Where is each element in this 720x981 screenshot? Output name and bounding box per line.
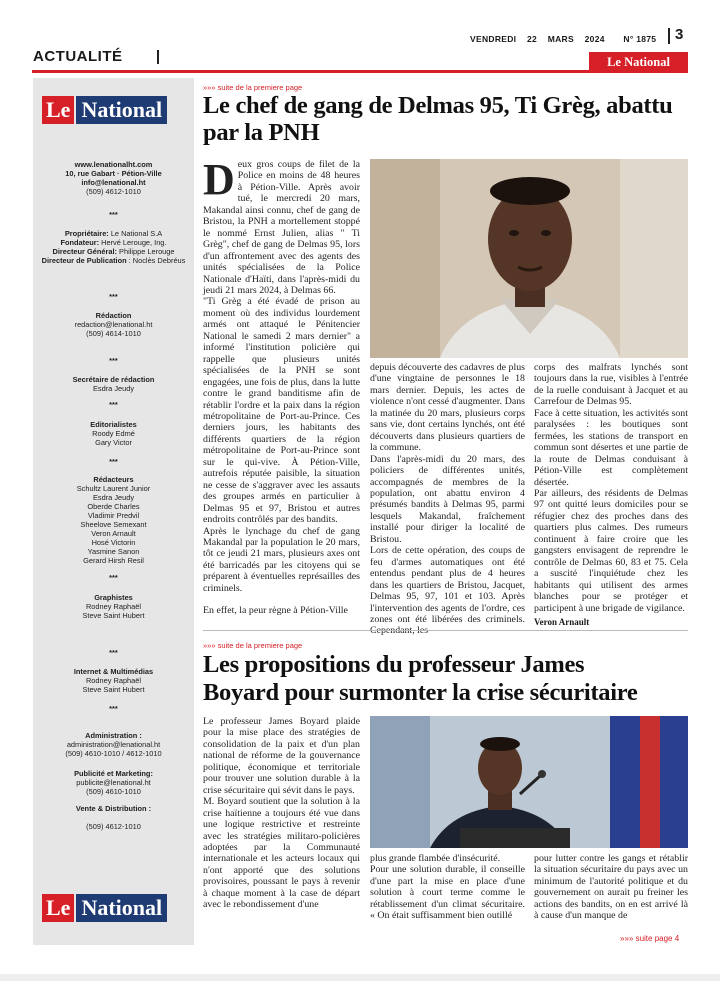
reporter: Esdra Jeudy	[92, 493, 135, 502]
separator-stars: ***	[109, 648, 118, 657]
owner: Le National S.A	[108, 229, 163, 238]
graphics-block	[33, 593, 194, 620]
logo-le: Le	[42, 894, 74, 922]
reporters-block	[33, 475, 194, 565]
reporter: Oberde Charles	[87, 502, 140, 511]
graphic-designer: Steve Saint Hubert	[82, 611, 145, 620]
reporters-label: Rédacteurs	[93, 475, 134, 484]
editorialists-label: Editorialistes	[90, 420, 137, 429]
page-number-divider	[668, 28, 670, 44]
article1-headline-line1: Le chef de gang de Delmas 95, Ti Grèg, abattu	[203, 92, 673, 119]
logo-national: National	[76, 96, 167, 124]
article-divider	[203, 630, 688, 631]
issue-month: MARS	[547, 34, 574, 44]
article2-column2	[370, 853, 525, 922]
page-footer-strip	[0, 974, 720, 981]
article1-headline-line2: par la PNH	[203, 119, 320, 146]
graphics-label: Graphistes	[94, 593, 133, 602]
reporter: Yasmine Sanon	[87, 547, 140, 556]
administration-block	[33, 731, 194, 758]
issue-day: VENDREDI	[470, 34, 517, 44]
article1-column1	[203, 155, 360, 617]
reporter: Veron Arnault	[91, 529, 136, 538]
article2-paragraph: Pour une solution durable, il conseille d'une part la mise en place d'une solution à court terme comme le rétablissement d'un climat sécuritaire. « On était suffisamment bien outillé	[370, 864, 525, 922]
issue-date	[470, 34, 664, 44]
article2-headline-line2: Boyard pour surmonter la crise sécuritaire	[203, 679, 638, 706]
reporter: Sheelove Semexant	[80, 520, 147, 529]
article1-paragraph: En effet, la peur règne à Pétion-Ville	[203, 605, 348, 617]
editorialists-block	[33, 420, 194, 447]
advertising-phone: (509) 4610-1010	[86, 787, 141, 796]
secretary-label: Secrétaire de rédaction	[72, 375, 155, 384]
internet-block	[33, 667, 194, 694]
website: www.lenationalht.com	[74, 160, 153, 169]
article2-paragraph: pour lutter contre les gangs et rétablir la situation sécuritaire du pays avec un minimum de l'autorité politique et du gouvernement on aurait pu freiner les actions des bandits, on en est arrivé là à cause d'un manque de	[534, 853, 688, 922]
sales-block	[33, 804, 194, 831]
issue-date-num: 22	[527, 34, 538, 44]
article1-paragraph: eux gros coups de filet de la Police en moins de 48 heures à Pétion-Ville. Après avoir tué, le mercredi 20 mars, Makandal ainsi connu, chef de gang de Bristou, la PNH a mortellement stoppé le nommé Ernst Julien, alias " Ti Grèg", chef de gang de Delmas 95, lors d'un affrontement avec des agents des unités spécialisées de la Police Nationale d'Haïti, dans l'après-midi du jeudi 21 mars 2024, à Delmas 66.	[203, 159, 360, 296]
article1-paragraph: Face à cette situation, les activités sont paralysées : les boutiques sont fermées, les stations de transport en commun sont désertes et une partie de la route de Delmas conduisant à Pétion-Ville est complètement désertée.	[534, 407, 688, 488]
sales-label: Vente & Distribution :	[75, 804, 152, 813]
email: info@lenational.ht	[81, 178, 146, 187]
founder: Hervé Lerouge, Ing.	[99, 238, 167, 247]
separator-stars: ***	[109, 210, 118, 219]
redaction-email: redaction@lenational.ht	[74, 320, 153, 329]
logo-le: Le	[42, 96, 74, 124]
separator-stars: ***	[109, 292, 118, 301]
article1-photo	[370, 159, 688, 358]
article1-paragraph: "Ti Grèg a été évadé de prison au moment où des individus lourdement armés ont attaqué le Pénitencier National le samedi 2 mars dernier" a informé l'institution policière qui rappelle que plusieurs unités spécialisées de la PNH se sont engagées, une fois de plus, dans la lutte contre le grand banditisme afin de rétablir l'ordre et la paix dans la région métropolitaine de Port-au-Prince. Ces derniers jours, les habitants des différents quartiers de la région métropolitaine de Port-au-Prince sont sur le qui-vive. À Pétion-Ville, autrefois réputée paisible, la situation ne cesse de s'aggraver avec les assauts des groupes armés en particulier à Delmas 95 et 97, Bristou et autres endroits contrôlés par des bandits.	[203, 296, 360, 526]
article2-kicker: »»» suite de la premiere page	[203, 641, 303, 650]
article2-paragraph: M. Boyard soutient que la solution à la crise haïtienne a toujours été vue dans une logique restrictive et restreinte avec les stratégies militaro-policières adoptées par la Communauté internationale et les acteurs locaux qui n'ont apporté que des solutions provisoires, poussant le pays à revenir à chaque moment à la case de départ avec le rebondissement d'une	[203, 796, 360, 911]
admin-label: Administration :	[85, 731, 142, 740]
article2-headline-line1: Les propositions du professeur James	[203, 651, 585, 678]
dg-label: Directeur Général:	[52, 247, 117, 256]
dg: Philippe Lerouge	[116, 247, 175, 256]
reporter: Gerard Hirsh Resil	[83, 556, 144, 565]
redaction-block	[33, 311, 194, 338]
phone: (509) 4612-1010	[86, 187, 141, 196]
speaker-at-podium-icon	[370, 716, 688, 848]
logo-national: National	[76, 894, 167, 922]
secretary: Esdra Jeudy	[92, 384, 135, 393]
ownership-block	[33, 229, 194, 265]
editorialist: Gary Victor	[95, 438, 132, 447]
brand-tab: Le National	[589, 52, 688, 72]
dp: : Noclès Debréus	[126, 256, 186, 265]
advertising-label: Publicité et Marketing:	[74, 769, 153, 778]
article1-paragraph: depuis découverte des cadavres de plus d'une vingtaine de personnes le 18 mars dernier. Depuis, les actes de violence n'ont cessé d'augmenter. Dans la matinée du 20 mars, plusieurs corps sans vie, dont certains lynchés, ont été découverts dans plusieurs quartiers de la commune.	[370, 362, 525, 454]
redaction-phone: (509) 4614-1010	[86, 329, 141, 338]
newspaper-logo-bottom	[42, 894, 167, 922]
graphic-designer: Rodney Raphaël	[85, 602, 142, 611]
advertising-email: publicite@lenational.ht	[76, 778, 151, 787]
internet-member: Rodney Raphaël	[85, 676, 142, 685]
separator-stars: ***	[109, 704, 118, 713]
internet-label: Internet & Multimédias	[73, 667, 154, 676]
separator-stars: ***	[109, 356, 118, 365]
reporter: Hosé Victorin	[91, 538, 136, 547]
contact-block	[33, 160, 194, 196]
article1-author: Veron Arnault	[534, 617, 590, 627]
article2-paragraph: plus grande flambée d'insécurité.	[370, 853, 501, 864]
section-divider	[157, 50, 159, 64]
separator-stars: ***	[109, 457, 118, 466]
redaction-label: Rédaction	[95, 311, 132, 320]
advertising-block	[33, 769, 194, 796]
issue-year: 2024	[584, 34, 605, 44]
newspaper-logo	[42, 96, 167, 124]
continued-link[interactable]: »»» suite page 4	[620, 934, 680, 943]
separator-stars: ***	[109, 400, 118, 409]
founder-label: Fondateur:	[60, 238, 100, 247]
reporter: Schultz Laurent Junior	[76, 484, 151, 493]
article2-headline	[203, 651, 693, 707]
separator-stars: ***	[109, 573, 118, 582]
article1-paragraph: corps des malfrats lynchés sont toujours dans la rue, visibles à l'entrée de la ruelle conduisant à Jacquet et au Carrefour de Delmas 95.	[534, 362, 688, 408]
article1-column3	[534, 362, 688, 614]
article2-paragraph: Le professeur James Boyard plaide pour la mise place des stratégies de consolidation de la paix et d'un plan national de réforme de la gouvernance politique, économique et territoriale pour trouver une solution durable à la crise sécuritaire qui sévit dans le pays.	[203, 716, 360, 796]
article1-paragraph: Par ailleurs, des résidents de Delmas 97 ont quitté leurs domiciles pour se réfugier chez des proches dans des quartiers plus calmes. Des rumeurs continuent à faire croire que les gangsters envisagent de reprendre le contrôle de Delmas 60, 83 et 75. Cela a suscité l'inquiétude chez les habitants qui utilisent des armes blanches pour se protéger et participent à une brigade de vigilance.	[534, 487, 688, 614]
article2-column1	[203, 716, 360, 911]
internet-member: Steve Saint Hubert	[82, 685, 145, 694]
admin-email: administration@lenational.ht	[66, 740, 161, 749]
article1-dropcap: D	[203, 155, 235, 204]
secretary-block	[33, 375, 194, 393]
admin-phone: (509) 4610-1010 / 4612-1010	[65, 749, 162, 758]
article1-headline	[203, 92, 693, 146]
sales-phone: (509) 4612-1010	[86, 822, 141, 831]
dp-label: Directeur de Publication	[41, 256, 127, 265]
page-number: 3	[675, 26, 684, 43]
article1-paragraph: Dans l'après-midi du 20 mars, des policiers de différentes unités, accompagnés de membres de la population, ont abattu environ 4 présumés bandits à Delmas 95, parmi lesquels Makandal, fraîchement installé pour diriger la localité de Bristou.	[370, 453, 525, 545]
owner-label: Propriétaire:	[64, 229, 109, 238]
issue-number: N° 1875	[623, 34, 657, 44]
section-title: ACTUALITÉ	[33, 48, 123, 65]
article1-paragraph: Après le lynchage du chef de gang Makandal par la population le 20 mars, tôt ce jeudi 21 mars, plusieurs axes ont été barricadés par les citoyens qui se préparent à éventuelles représailles des criminels.	[203, 525, 360, 594]
editorialist: Roody Edmé	[92, 429, 135, 438]
article1-paragraph: Lors de cette opération, des coups de feu d'armes automatiques ont été entendus pendant plus de 4 heures dans les quartiers de Bristou, Jacquet, Delmas 95, 97, 101 et 103. Après l'intervention des agents de l'ordre, ces zones ont été libérées des criminels.	[370, 545, 525, 625]
reporter: Vladimir Predvil	[87, 511, 140, 520]
article1-column2	[370, 362, 525, 637]
man-portrait-icon	[370, 159, 688, 358]
article2-photo	[370, 716, 688, 848]
address: 10, rue Gabart · Pétion-Ville	[65, 169, 162, 178]
article2-column3	[534, 853, 688, 922]
article1-kicker: »»» suite de la premiere page	[203, 83, 303, 92]
